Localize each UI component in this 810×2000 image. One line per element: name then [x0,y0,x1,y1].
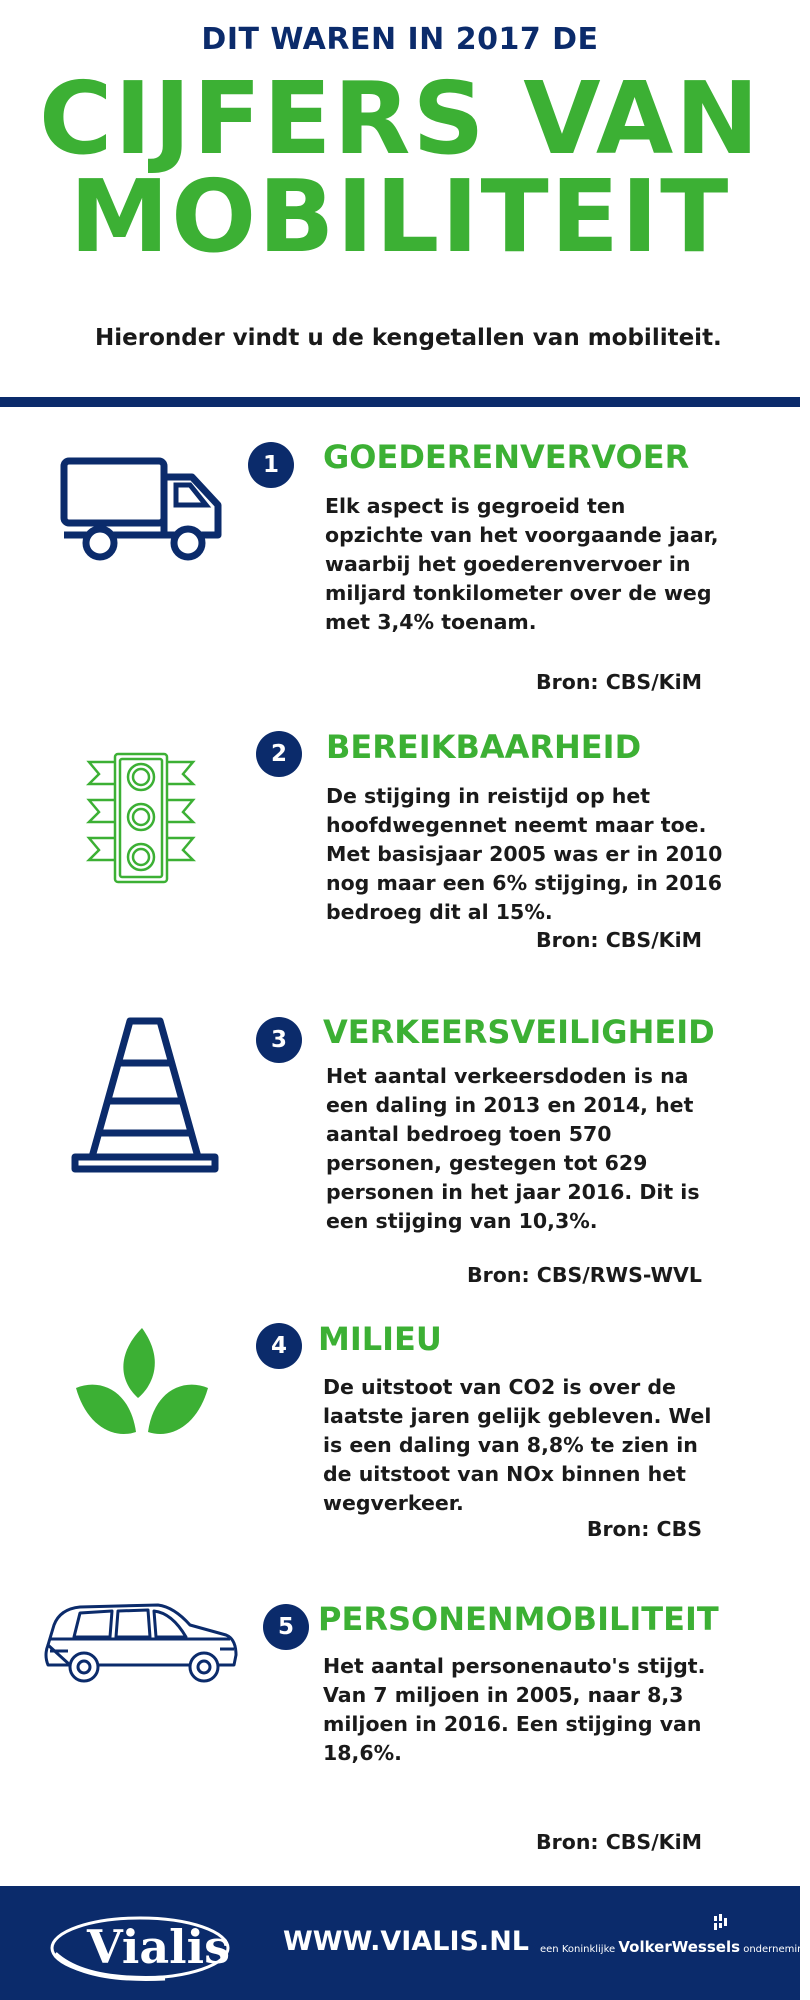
header-divider [0,397,800,407]
section-number: 1 [248,442,294,488]
section-body: Het aantal personenauto's stijgt. Van 7 miljoen in 2005, naar 8,3 miljoen in 2016. Een stijging van 18,6%. [323,1654,706,1765]
footer [0,1886,810,2000]
section-number: 3 [256,1017,302,1063]
section-number: 5 [263,1604,309,1650]
section-source: Bron: CBS [586,1517,702,1541]
header-kicker: DIT WAREN IN 2017 DE [201,22,599,57]
logo-text: Vialis [87,1920,231,1974]
leaves-icon [72,1320,212,1450]
page-title-line1: CIJFERS VAN [39,60,761,177]
volkerwessels-mark-icon [712,1914,728,1932]
traffic-cone-icon [70,1015,220,1175]
page-title [0,60,800,275]
section-body: Elk aspect is gegroeid ten opzichte van het voorgaande jaar, waarbij het goederenvervoer in miljard tonkilometer over de weg met 3,4% toenam. [325,494,719,634]
partner-prefix: een Koninklijke [540,1944,616,1955]
section-number: 2 [256,731,302,777]
website-link[interactable]: WWW.VIALIS.NL [283,1926,529,1957]
car-icon [40,1595,240,1685]
section-title: BEREIKBAARHEID [326,728,642,766]
section-body: Het aantal verkeersdoden is na een daling in 2013 en 2014, het aantal bedroeg toen 570 personen, gestegen tot 629 personen in het jaar 2016. Dit is een stijging van 10,3%. [326,1064,700,1233]
truck-icon [60,455,225,565]
section-source: Bron: CBS/KiM [536,928,702,952]
traffic-light-icon [85,750,197,890]
section-source: Bron: CBS/KiM [536,1830,702,1854]
section-body: De uitstoot van CO2 is over de laatste jaren gelijk gebleven. Wel is een daling van 8,8% te zien in de uitstoot van NOx binnen het wegverkeer. [323,1375,712,1515]
page-subtitle: Hieronder vindt u de kengetallen van mobiliteit. [95,325,722,351]
section-number: 4 [256,1323,302,1369]
partner-name: VolkerWessels [618,1938,741,1956]
vialis-logo[interactable] [45,1906,235,1986]
page-title-line2: MOBILITEIT [69,158,731,275]
section-title: VERKEERSVEILIGHEID [323,1013,715,1051]
section-source: Bron: CBS/KiM [536,670,702,694]
section-body: De stijging in reistijd op het hoofdwegennet neemt maar toe. Met basisjaar 2005 was er in 2010 nog maar een 6% stijging, in 2016 bedroeg dit al 15%. [326,784,723,924]
section-title: PERSONENMOBILITEIT [318,1600,719,1638]
section-title: MILIEU [318,1320,442,1358]
section-source: Bron: CBS/RWS-WVL [467,1263,702,1287]
partner-tagline [540,1938,810,1956]
partner-suffix: onderneming [743,1944,810,1955]
section-title: GOEDERENVERVOER [323,438,690,476]
